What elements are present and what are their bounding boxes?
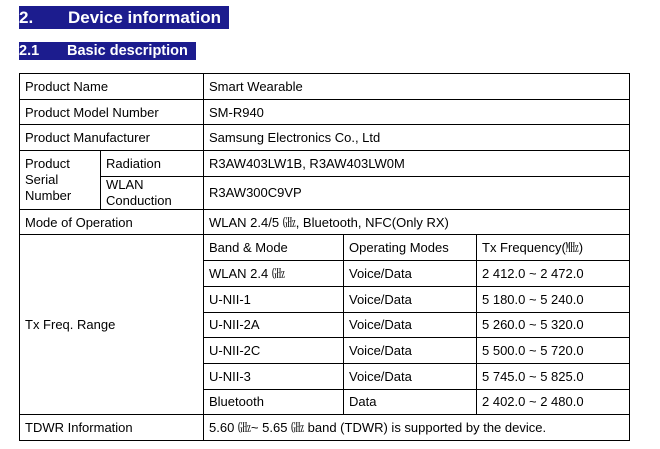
band-cell: U-NII-2C: [204, 338, 344, 364]
serial-number-label: Product Serial Number: [20, 151, 101, 210]
radiation-value: R3AW403LW1B, R3AW403LW0M: [204, 151, 630, 177]
operating-modes-header: Operating Modes: [344, 235, 477, 261]
subsection-heading: [19, 42, 196, 60]
freq-cell: 5 180.0 ~ 5 240.0: [477, 286, 630, 312]
subsection-title: Basic description: [67, 43, 188, 59]
tdwr-value: 5.60 ㎓~ 5.65 ㎓ band (TDWR) is supported by the device.: [204, 415, 630, 441]
table-row: [20, 99, 630, 125]
table-row: [20, 151, 630, 177]
band-cell: U-NII-3: [204, 363, 344, 389]
freq-cell: 5 260.0 ~ 5 320.0: [477, 312, 630, 338]
tx-frequency-header: Tx Frequency(㎒): [477, 235, 630, 261]
radiation-label: Radiation: [101, 151, 204, 177]
product-name-value: Smart Wearable: [204, 74, 630, 100]
model-number-label: Product Model Number: [20, 99, 204, 125]
subsection-number: 2.1: [19, 43, 40, 59]
wlan-conduction-value: R3AW300C9VP: [204, 176, 630, 209]
band-cell: Bluetooth: [204, 389, 344, 415]
manufacturer-label: Product Manufacturer: [20, 125, 204, 151]
table-row: [20, 209, 630, 235]
model-number-value: SM-R940: [204, 99, 630, 125]
freq-cell: 2 402.0 ~ 2 480.0: [477, 389, 630, 415]
band-cell: WLAN 2.4 ㎓: [204, 261, 344, 287]
table-row: [20, 415, 630, 441]
tx-freq-range-label: Tx Freq. Range: [20, 235, 204, 415]
section-heading: [19, 6, 229, 29]
table-row: [20, 125, 630, 151]
band-cell: U-NII-2A: [204, 312, 344, 338]
mode-cell: Voice/Data: [344, 261, 477, 287]
manufacturer-value: Samsung Electronics Co., Ltd: [204, 125, 630, 151]
band-mode-header: Band & Mode: [204, 235, 344, 261]
mode-of-operation-label: Mode of Operation: [20, 209, 204, 235]
tdwr-label: TDWR Information: [20, 415, 204, 441]
mode-cell: Voice/Data: [344, 312, 477, 338]
freq-cell: 5 500.0 ~ 5 720.0: [477, 338, 630, 364]
mode-of-operation-value: WLAN 2.4/5 ㎓, Bluetooth, NFC(Only RX): [204, 209, 630, 235]
freq-cell: 2 412.0 ~ 2 472.0: [477, 261, 630, 287]
table-row: [20, 74, 630, 100]
table-row: [20, 235, 630, 261]
section-number: 2.: [19, 7, 34, 27]
mode-cell: Voice/Data: [344, 338, 477, 364]
device-info-table: [19, 73, 630, 441]
section-title: Device information: [68, 7, 222, 27]
mode-cell: Voice/Data: [344, 363, 477, 389]
product-name-label: Product Name: [20, 74, 204, 100]
mode-cell: Voice/Data: [344, 286, 477, 312]
freq-cell: 5 745.0 ~ 5 825.0: [477, 363, 630, 389]
band-cell: U-NII-1: [204, 286, 344, 312]
table-row: [20, 176, 630, 209]
mode-cell: Data: [344, 389, 477, 415]
wlan-conduction-label: WLAN Conduction: [101, 176, 204, 209]
